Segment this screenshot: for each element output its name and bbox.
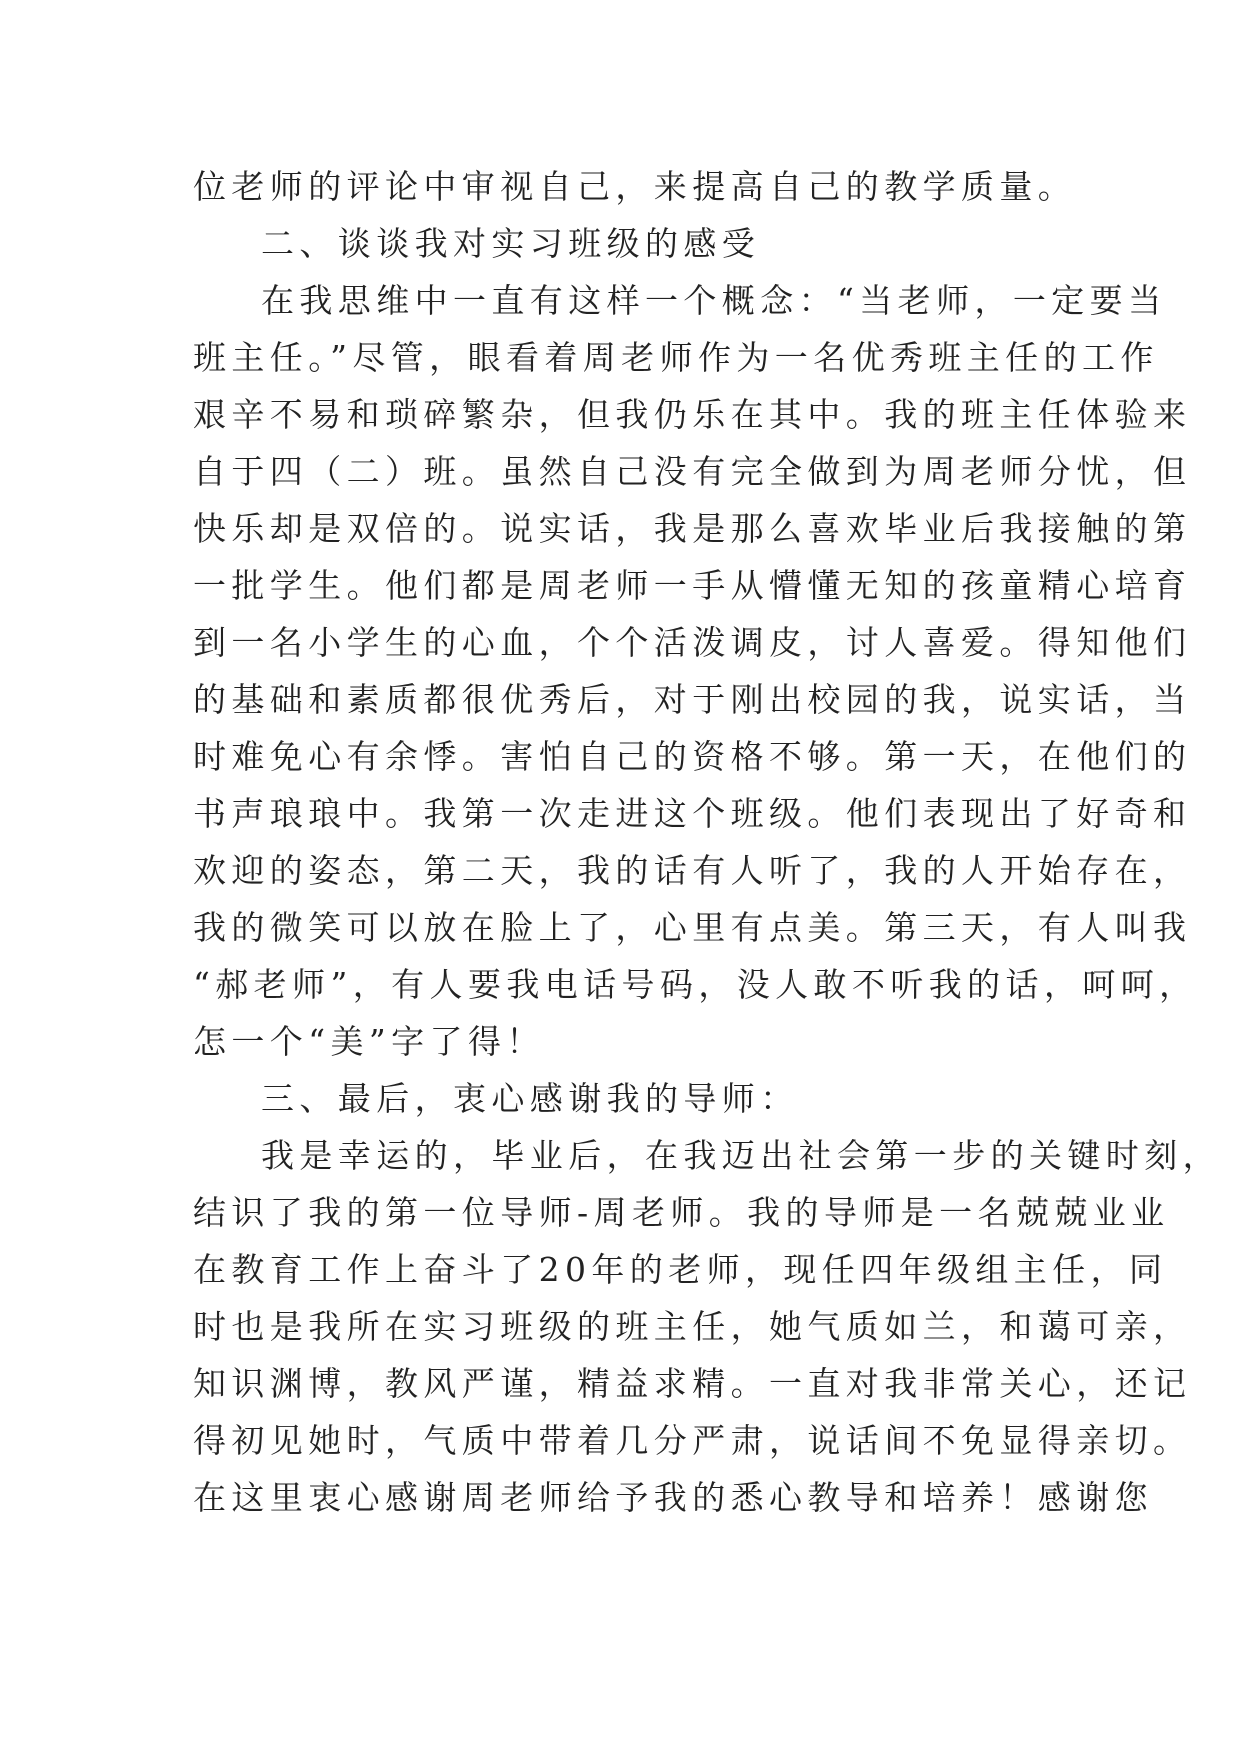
body-line: 我的微笑可以放在脸上了，心里有点美。第三天，有人叫我 (193, 908, 1192, 947)
body-line: 怎一个“美”字了得！ (193, 1022, 545, 1061)
body-line: 位老师的评论中审视自己，来提高自己的教学质量。 (193, 167, 1077, 206)
body-line: 书声琅琅中。我第一次走进这个班级。他们表现出了好奇和 (193, 794, 1192, 833)
body-line: 在我思维中一直有这样一个概念：“当老师，一定要当 (261, 281, 1167, 320)
body-line: 的基础和素质都很优秀后，对于刚出校园的我，说实话，当 (193, 680, 1192, 719)
body-line: 班主任。”尽管，眼看着周老师作为一名优秀班主任的工作 (193, 338, 1159, 377)
body-line: 在教育工作上奋斗了20年的老师，现任四年级组主任，同 (193, 1250, 1168, 1289)
body-line: 时也是我所在实习班级的班主任，她气质如兰，和蔼可亲， (193, 1307, 1192, 1346)
body-line: 快乐却是双倍的。说实话，我是那么喜欢毕业后我接触的第 (193, 509, 1192, 548)
body-line: 艰辛不易和琐碎繁杂，但我仍乐在其中。我的班主任体验来 (193, 395, 1192, 434)
body-line: 欢迎的姿态，第二天，我的话有人听了，我的人开始存在， (193, 851, 1192, 890)
body-line: 自于四（二）班。虽然自己没有完全做到为周老师分忧，但 (193, 452, 1192, 491)
body-line: 我是幸运的，毕业后，在我迈出社会第一步的关键时刻， (261, 1136, 1221, 1175)
body-line: 结识了我的第一位导师-周老师。我的导师是一名兢兢业业 (193, 1193, 1170, 1232)
body-line: 一批学生。他们都是周老师一手从懵懂无知的孩童精心培育 (193, 566, 1192, 605)
section-heading-2: 二、谈谈我对实习班级的感受 (261, 224, 761, 263)
body-line: 知识渊博，教风严谨，精益求精。一直对我非常关心，还记 (193, 1364, 1192, 1403)
body-line: 到一名小学生的心血，个个活泼调皮，讨人喜爱。得知他们 (193, 623, 1192, 662)
body-line: 时难免心有余悸。害怕自己的资格不够。第一天，在他们的 (193, 737, 1192, 776)
body-line: 得初见她时，气质中带着几分严肃，说话间不免显得亲切。 (193, 1421, 1192, 1460)
section-heading-3: 三、最后，衷心感谢我的导师： (261, 1079, 799, 1118)
body-line: “郝老师”，有人要我电话号码，没人敢不听我的话，呵呵， (193, 965, 1198, 1004)
document-body (193, 158, 1221, 1526)
body-line: 在这里衷心感谢周老师给予我的悉心教导和培养！感谢您 (193, 1478, 1153, 1517)
